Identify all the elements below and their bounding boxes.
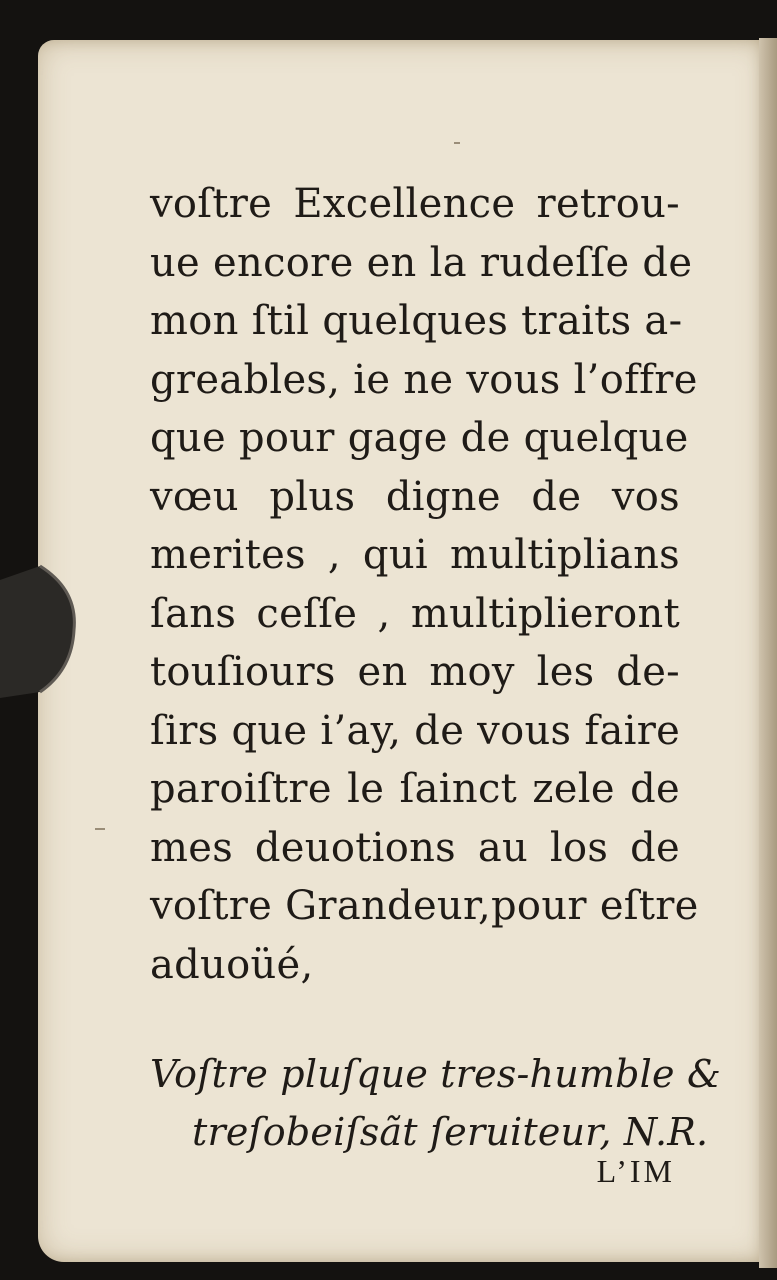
text-line: ſirs que i’ay, de vous faire (150, 707, 681, 754)
catchword: L’IM (596, 1153, 675, 1189)
text-line: vœu plus digne de vos (150, 473, 680, 520)
text-line: ue encore en la rudeſſe de (150, 239, 693, 286)
text-line: voſtre Excellence retrou- (150, 181, 680, 227)
signature-line: treſobeiſsãt ſeruiteur, N.R. (192, 1110, 709, 1154)
text-line: mes deuotions au los de (150, 824, 680, 871)
text-line: voſtre Grandeur,pour eſtre (150, 883, 699, 929)
page-clip (0, 560, 80, 700)
signature-block (150, 1045, 721, 1161)
text-line: que pour gage de quelque (150, 415, 689, 461)
text-line: ſans ceſſe , multiplieront (150, 590, 680, 637)
text-line: paroiſtre le ſainct zele de (150, 766, 680, 812)
text-line: merites , qui multiplians (150, 532, 680, 578)
text-line: touſiours en moy les de- (150, 649, 680, 695)
text-line: aduoüé, (150, 941, 314, 988)
signature-line: Voſtre pluſque tres-humble & (150, 1052, 721, 1096)
body-text (150, 175, 699, 994)
page-mark (454, 142, 460, 144)
page-edge (759, 38, 777, 1268)
text-line: mon ſtil quelques traits a- (150, 298, 683, 344)
text-line: greables, ie ne vous l’offre (150, 356, 698, 403)
page-mark (95, 828, 105, 830)
